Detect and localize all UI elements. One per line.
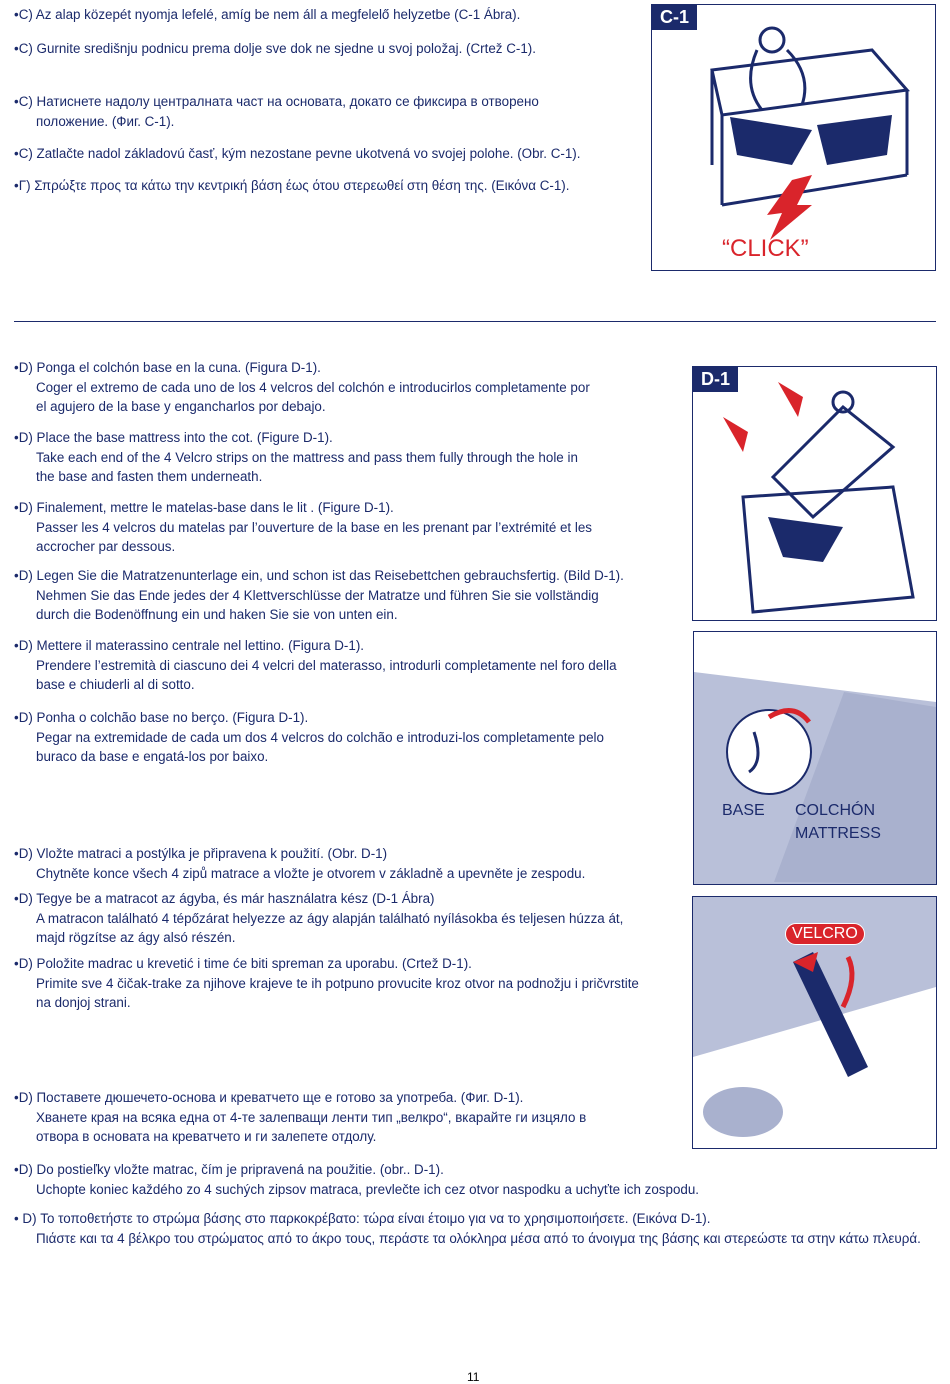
step-d-paragraph-body-line: Uchopte koniec každého zo 4 suchých zipsov matraca, prevlečte ich cez otvor naspodku a uchyťte ich zospodu. [36,1181,700,1197]
step-d-paragraph-body-line: majd rögzítse az ágy alsó részén. [36,930,236,945]
step-d-paragraph-body-line: Nehmen Sie das Ende jedes der 4 Klettverschlüsse der Matratze und führen Sie sie vollständig [36,587,599,603]
step-d-paragraph-heading: •D) Ponha o colchão base no berço. (Figura D-1). [14,710,309,725]
step-d-paragraph-body-line: Πιάστε και τα 4 βέλκρο του στρώματος από το άκρο τους, περάστε τα ολόκληρα μέσα από το άνοιγμα της βάσης και στερεώστε τα στην κάτω πλευρά. [36,1230,921,1246]
step-d-paragraph [14,636,617,695]
step-c-paragraph-heading: •C) Zatlačte nadol základovú časť, kým nezostane pevne ukotvená vo svojej polohe. (Obr. C-1). [14,146,581,161]
step-c-paragraph [14,144,580,164]
step-d-paragraph [14,358,590,417]
velcro-label: VELCRO [785,923,865,945]
step-c-paragraph [14,92,539,131]
step-d-paragraph-heading: •D) Legen Sie die Matratzenunterlage ein, und schon ist das Reisebettchen gebrauchsfertig. (Bild D-1). [14,568,624,583]
click-caption: “CLICK” [722,235,809,262]
step-d-paragraph-body-line: Prendere l’estremità di ciascuno dei 4 velcri del materasso, introdurli completamente nel foro della [36,657,617,673]
step-d-paragraph [14,1160,699,1199]
step-d-paragraph-body-line: na donjoj strani. [36,995,131,1010]
step-c-paragraph-heading: •C) Gurnite središnju podnicu prema dolje sve dok ne sjedne u svoj položaj. (Crtež C-1). [14,41,536,56]
step-c-paragraph-heading: •Γ) Σπρώξτε προς τα κάτω την κεντρική βάση έως ότου στερεωθεί στη θέση της. (Εικόνα C-1). [14,178,570,193]
step-d-paragraph-heading: •D) Place the base mattress into the cot. (Figure D-1). [14,430,333,445]
step-d-paragraph-heading: •D) Vložte matraci a postýlka je připravena k použití. (Obr. D-1) [14,846,388,861]
section-divider [14,321,936,322]
step-d-paragraph-heading: • D) Το τοποθετήστε το στρώμα βάσης στο παρκοκρέβατο: τώρα είναι έτοιμο για να το χρησιμοποιήσετε. (Εικόνα D-1). [14,1211,711,1226]
step-d-paragraph-body-line: Хванете края на всяка една от 4-те залепващи ленти тип „велкро“, вкарайте ги изцяло в [36,1109,587,1125]
step-d-paragraph-heading: •D) Finalement, mettre le matelas-base dans le lit . (Figure D-1). [14,500,394,515]
step-d-paragraph-body-line: el agujero de la base y engancharlos por debajo. [36,399,326,414]
page-number: 11 [467,1370,480,1384]
step-c-paragraph [14,5,520,25]
step-c-paragraph-heading: •C) Az alap közepét nyomja lefelé, amíg be nem áll a megfelelő helyzetbe (C-1 Ábra). [14,7,521,22]
colchon-label: COLCHÓN [795,802,876,819]
step-d-paragraph-heading: •D) Tegye be a matracot az ágyba, és már használatra kész (D-1 Ábra) [14,891,435,906]
figure-d1 [692,366,937,621]
step-d-paragraph [14,954,639,1013]
step-d-paragraph-heading: •D) Mettere il materassino centrale nel lettino. (Figura D-1). [14,638,364,653]
step-d-paragraph [14,1209,921,1248]
figure-d1-tag: D-1 [693,367,738,392]
mattress-insert-illustration [693,367,936,620]
step-d-paragraph-body-line: Take each end of the 4 Velcro strips on the mattress and pass them fully through the hole in [36,449,578,465]
step-d-paragraph [14,889,623,948]
step-d-paragraph-body-line: Chytněte konce všech 4 zipů matrace a vložte je otvorem v základně a upevněte je zespodu. [36,865,586,881]
step-c-paragraph [14,39,536,59]
step-d-paragraph-body-line: Primite sve 4 čičak-trake za njihove krajeve te ih potpuno provucite kroz otvor na podnožju i pričvrstite [36,975,639,991]
figure-base-detail [693,631,937,885]
step-d-paragraph-body-line: Passer les 4 velcros du matelas par l’ouverture de la base en les prenant par l’extrémité et les [36,519,592,535]
step-d-paragraph-body-line: buraco da base e engatá-los por baixo. [36,749,269,764]
base-label: BASE [722,802,765,819]
step-d-paragraph [14,566,624,625]
step-d-paragraph-heading: •D) Поставете дюшечето-основа и креватчето ще е готово за употреба. (Фиг. D-1). [14,1090,524,1105]
base-detail-illustration [694,632,936,884]
step-d-paragraph-body-line: durch die Bodenöffnung ein und haken Sie sie von unten ein. [36,607,398,622]
step-d-paragraph-body-line: A matracon található 4 tépőzárat helyezze az ágy alapján található nyílásokba és teljesen húzza át, [36,910,624,926]
step-d-paragraph-body-line: accrocher par dessous. [36,539,176,554]
figure-c1-tag: C-1 [652,5,697,30]
step-d-paragraph [14,1088,586,1147]
step-d-paragraph-heading: •D) Do postieľky vložte matrac, čím je pripravená na použitie. (obr.. D-1). [14,1162,444,1177]
mattress-label: MATTRESS [795,825,881,842]
step-d-paragraph-body-line: Coger el extremo de cada uno de los 4 velcros del colchón e introducirlos completamente por [36,379,590,395]
step-d-paragraph [14,844,585,883]
step-c-paragraph-body-line: положение. (Фиг. C-1). [36,113,175,129]
step-d-paragraph [14,498,592,557]
step-d-paragraph-heading: •D) Položite madrac u krevetić i time će biti spreman za uporabu. (Crtež D-1). [14,956,472,971]
step-d-paragraph [14,428,578,487]
crib-press-illustration [652,5,935,270]
step-d-paragraph-body-line: the base and fasten them underneath. [36,469,263,484]
step-d-paragraph-body-line: base e chiuderli al di sotto. [36,677,195,692]
figure-velcro-detail [692,896,937,1149]
step-d-paragraph-body-line: отвора в основата на креватчето и ги залепете отдолу. [36,1129,377,1144]
step-d-paragraph-heading: •D) Ponga el colchón base en la cuna. (Figura D-1). [14,360,321,375]
step-c-paragraph [14,176,569,196]
step-c-paragraph-heading: •C) Натиснете надолу централната част на основата, докато се фиксира в отворено [14,94,539,109]
step-d-paragraph [14,708,604,767]
figure-c1 [651,4,936,271]
step-d-paragraph-body-line: Pegar na extremidade de cada um dos 4 velcros do colchão e introduzi-los completamente pelo [36,729,604,745]
